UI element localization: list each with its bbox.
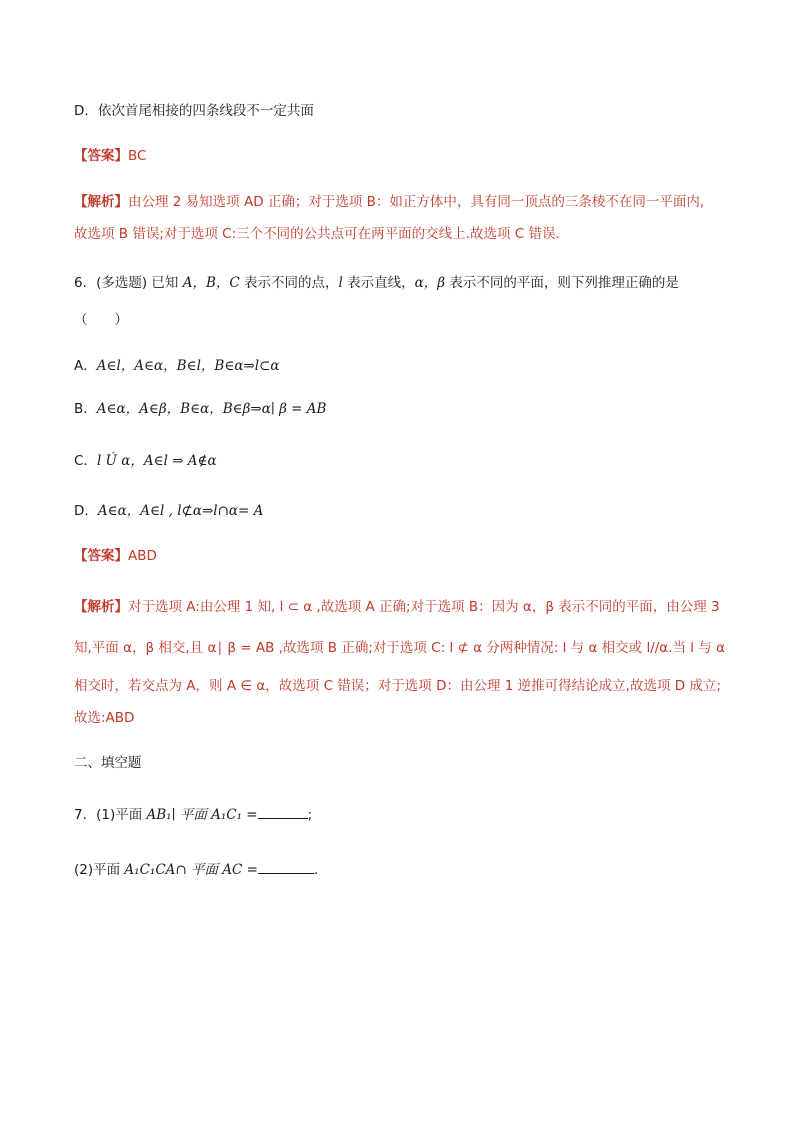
- q6-analysis-line-1: [74, 597, 734, 617]
- option-math: l Ú α，A∈l ⇒ A∉α: [96, 453, 217, 469]
- option-math: A∈α，A∈l , l⊄α⇒l∩α= A: [97, 503, 264, 519]
- answer-value: BC: [128, 148, 147, 164]
- part1-math: AB₁∣ 平面 A₁C₁ =: [146, 807, 258, 823]
- analysis-text: 对于选项 A:由公理 1 知, l ⊂ α ,故选项 A 正确;对于选项 B：因为 α，β 表示不同的平面，由公理 3: [128, 599, 720, 615]
- section-title: 二、填空题: [74, 755, 142, 771]
- q7-part-2: (2)平面 A₁C₁CA∩ 平面 AC = .: [74, 859, 734, 880]
- planes-symbol: α，β: [414, 275, 446, 291]
- q5-analysis-line-1: [74, 192, 734, 212]
- points-symbol: A，B，C: [182, 275, 240, 291]
- part2-math: A₁C₁CA∩ 平面 AC =: [124, 862, 258, 878]
- q6-option-d: [74, 501, 734, 521]
- analysis-text: 由公理 2 易知选项 AD 正确；对于选项 B：如正方体中，具有同一顶点的三条棱不在同一平面内,: [128, 194, 705, 210]
- q6-option-b: [74, 399, 734, 419]
- answer-blank-2[interactable]: [258, 859, 314, 874]
- q6-stem-line-2: （ ）: [74, 312, 128, 328]
- answer-tag: 【答案】: [74, 548, 128, 564]
- q6-analysis-line-4: 故选:ABD: [74, 710, 135, 726]
- option-math: A∈l，A∈α，B∈l，B∈α⇒l⊂α: [96, 358, 280, 374]
- option-label: A．: [74, 358, 97, 374]
- option-label: D．: [74, 503, 98, 519]
- q6-option-a: [74, 356, 734, 376]
- option-label: C．: [74, 453, 97, 469]
- answer-tag: 【答案】: [74, 148, 128, 164]
- q6-option-c: [74, 451, 734, 471]
- option-label: B．: [74, 401, 97, 417]
- q5-analysis-line-2: 故选项 B 错误;对于选项 C:三个不同的公共点可在两平面的交线上.故选项 C 错误.: [74, 226, 560, 242]
- answer-blank-1[interactable]: [258, 804, 308, 819]
- q5-option-d: D．依次首尾相接的四条线段不一定共面: [74, 103, 314, 119]
- q6-answer: [74, 546, 734, 566]
- answer-value: ABD: [128, 548, 157, 564]
- q5-answer: [74, 146, 734, 166]
- analysis-tag: 【解析】: [74, 194, 128, 210]
- q7-part-1: 7．(1)平面 AB₁∣ 平面 A₁C₁ = ;: [74, 804, 734, 825]
- option-math: A∈α，A∈β，B∈α，B∈β⇒α∣ β = AB: [96, 401, 327, 417]
- q6-analysis-line-3: 相交时，若交点为 A，则 A ∈ α，故选项 C 错误；对于选项 D：由公理 1 逆推可得结论成立,故选项 D 成立;: [74, 678, 721, 694]
- line-symbol: l: [338, 275, 343, 291]
- q6-analysis-line-2: 知,平面 α，β 相交,且 α∣ β = AB ,故选项 B 正确;对于选项 C: l ⊄ α 分两种情况: l 与 α 相交或 l//α.当 l 与 α: [74, 640, 725, 656]
- q6-stem-line-1: 6．(多选题) 已知 A，B，C 表示不同的点，l 表示直线，α，β 表示不同的平面，则下列推理正确的是: [74, 275, 679, 291]
- analysis-tag: 【解析】: [74, 599, 128, 615]
